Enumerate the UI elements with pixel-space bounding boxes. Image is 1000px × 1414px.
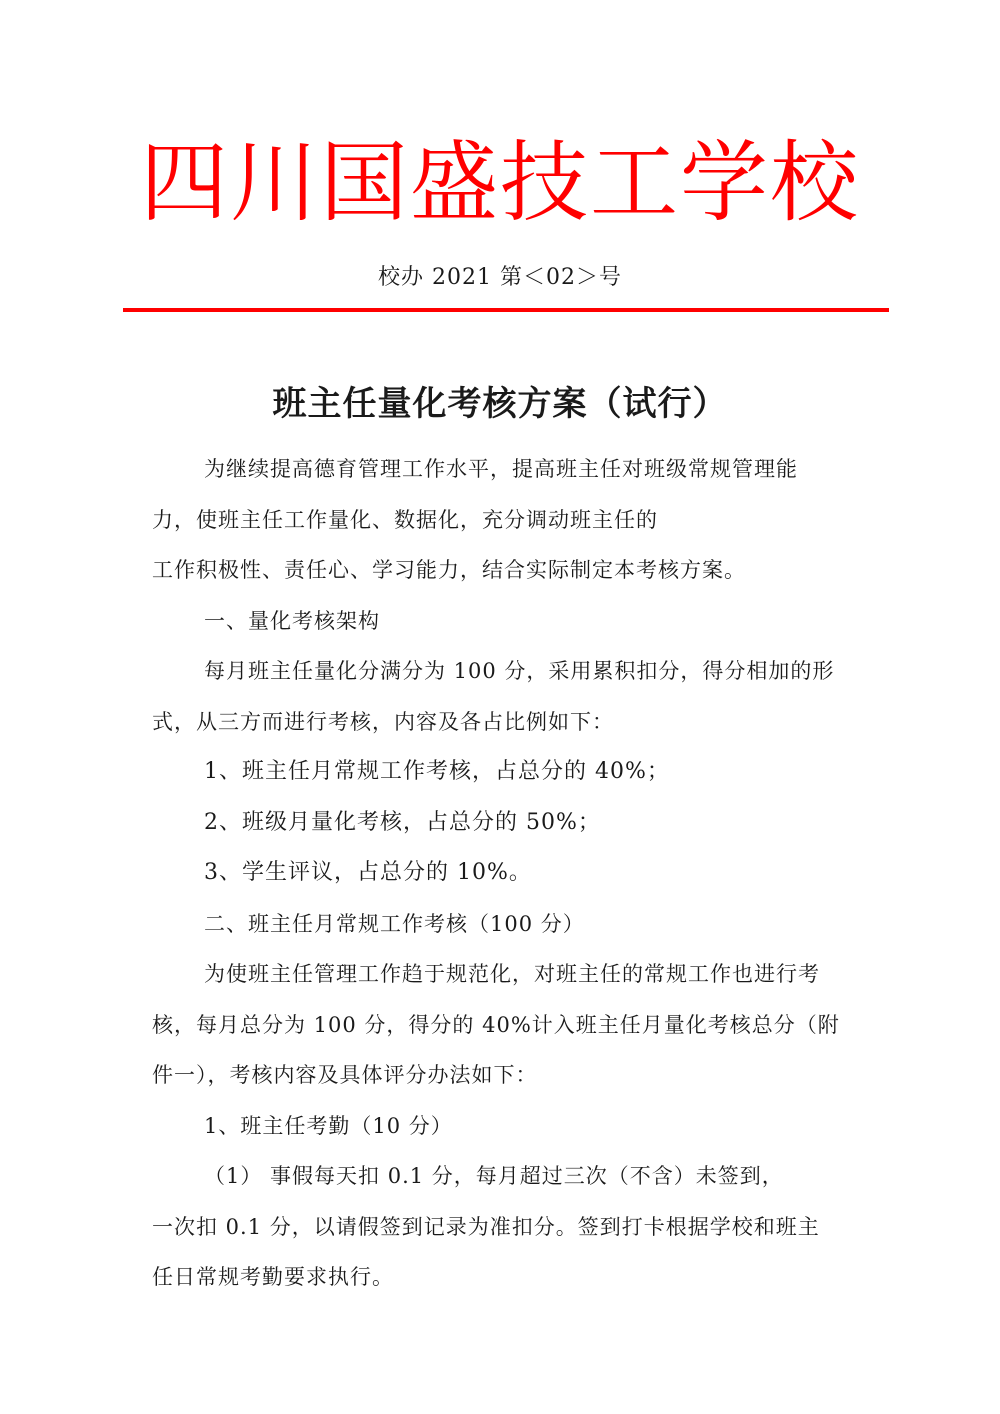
paragraph-line: 力，使班主任工作量化、数据化，充分调动班主任的 [152,507,658,532]
paragraph-line: 件一），考核内容及具体评分办法如下： [152,1063,538,1087]
section-heading: 二、班主任月常规工作考核（100 分） [204,911,585,936]
document-number: 校办 2021 第＜02＞号 [378,265,622,290]
section-heading: 一、量化考核架构 [204,608,380,633]
list-item: 1、班主任月常规工作考核，占总分的 40%； [204,759,670,784]
paragraph-line: 一次扣 0.1 分，以请假签到记录为准扣分。签到打卡根据学校和班主 [152,1214,820,1239]
paragraph-line: 式，从三方而进行考核，内容及各占比例如下： [152,709,614,734]
paragraph-line: 为使班主任管理工作趋于规范化，对班主任的常规工作也进行考 [204,962,820,986]
list-item: 2、班级月量化考核，占总分的 50%； [204,809,601,835]
paragraph-line: 任日常规考勤要求执行。 [152,1265,394,1289]
paragraph-line: 核，每月总分为 100 分，得分的 40%计入班主任月量化考核总分（附 [152,1012,840,1037]
subsection-heading: 1、班主任考勤（10 分） [204,1113,453,1138]
paragraph-line: 工作积极性、责任心、学习能力，结合实际制定本考核方案。 [152,558,746,582]
document-body [152,448,864,1307]
list-item: 3、学生评议，占总分的 10%。 [204,860,532,885]
document-title: 班主任量化考核方案（试行） [272,384,728,424]
paragraph-line: 为继续提高德育管理工作水平，提高班主任对班级常规管理能 [204,457,798,481]
paragraph-line: 每月班主任量化分满分为 100 分，采用累积扣分，得分相加的形 [204,659,835,683]
list-item: （1） 事假每天扣 0.1 分，每月超过三次（不含）未签到， [204,1164,784,1188]
school-masthead: 四川国盛技工学校 [139,131,860,234]
red-divider [123,308,889,312]
